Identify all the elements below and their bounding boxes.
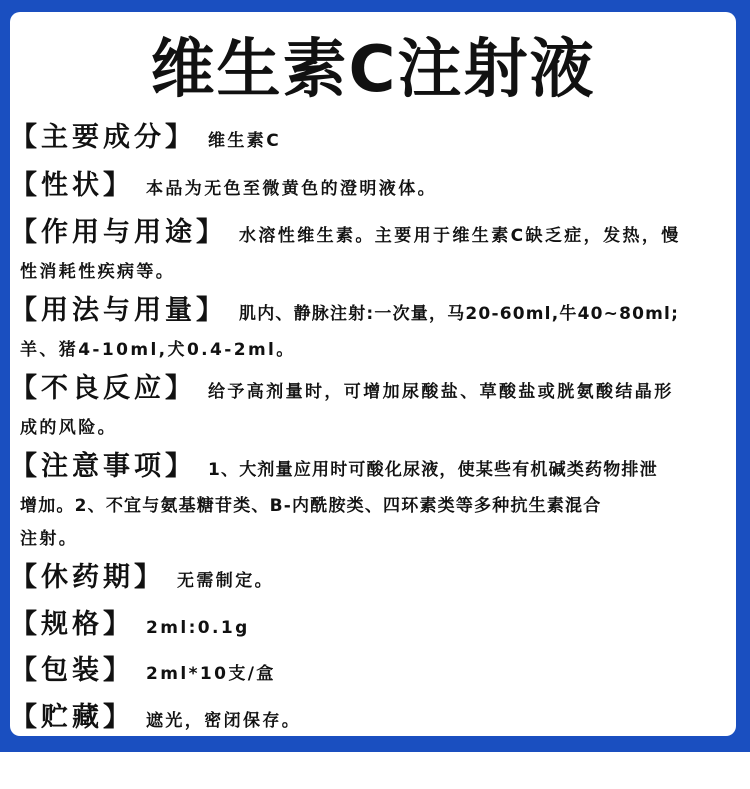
section-text-continued: 注射。 (20, 529, 79, 549)
section-text: 遮光，密闭保存。 (146, 711, 302, 731)
section-storage (10, 700, 736, 736)
section-label: 【主要成分】 (10, 122, 196, 153)
section-label: 【休药期】 (10, 562, 165, 593)
section-text: 肌内、静脉注射:一次量，马20-60ml,牛40~80ml; (239, 304, 680, 324)
section-label: 【包装】 (10, 655, 134, 686)
label-card (10, 12, 736, 736)
section-text-continued: 羊、猪4-10ml,犬0.4-2ml。 (20, 340, 296, 360)
section-text: 水溶性维生素。主要用于维生素C缺乏症，发热，慢 (239, 226, 681, 246)
section-function (10, 215, 736, 290)
section-text: 1、大剂量应用时可酸化尿液，使某些有机碱类药物排泄 (208, 460, 658, 480)
section-text: 维生素C (208, 131, 282, 151)
section-text-continued: 性消耗性疾病等。 (20, 262, 176, 282)
section-text-continued: 成的风险。 (20, 418, 117, 438)
section-label: 【性状】 (10, 170, 134, 201)
section-character (10, 168, 736, 207)
section-label: 【不良反应】 (10, 373, 196, 404)
page-title: 维生素C注射液 (150, 33, 596, 107)
section-withdrawal (10, 560, 736, 599)
section-text: 本品为无色至微黄色的澄明液体。 (146, 179, 437, 199)
section-label: 【贮藏】 (10, 702, 134, 733)
section-spec (10, 607, 736, 646)
section-usage (10, 293, 736, 368)
section-adverse (10, 371, 736, 446)
section-text-continued: 增加。2、不宜与氨基糖苷类、B-内酰胺类、四环素类等多种抗生素混合 (20, 496, 602, 516)
section-text: 给予高剂量时，可增加尿酸盐、草酸盐或胱氨酸结晶形 (208, 382, 674, 402)
section-package (10, 653, 736, 692)
section-label: 【规格】 (10, 609, 134, 640)
section-label: 【作用与用途】 (10, 217, 227, 248)
section-text: 2ml:0.1g (146, 618, 250, 638)
section-label: 【注意事项】 (10, 451, 196, 482)
section-ingredient (10, 120, 736, 159)
section-text: 2ml*10支/盒 (146, 664, 276, 684)
section-label: 【用法与用量】 (10, 295, 227, 326)
section-text: 无需制定。 (177, 571, 274, 591)
section-notes (10, 449, 736, 554)
